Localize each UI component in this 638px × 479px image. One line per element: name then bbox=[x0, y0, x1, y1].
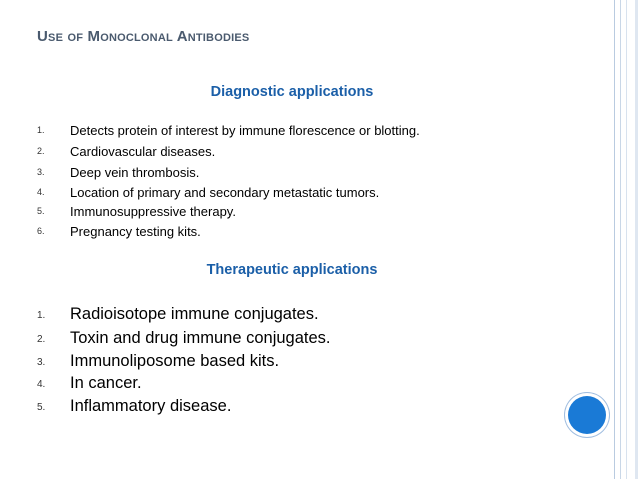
diagnostic-heading: Diagnostic applications bbox=[210, 84, 374, 100]
slide-title: Use of Monoclonal Antibodies bbox=[37, 28, 250, 45]
list-item-number: 4. bbox=[37, 379, 46, 390]
list-item-number: 3. bbox=[37, 167, 45, 177]
list-item-text: Detects protein of interest by immune florescence or blotting. bbox=[70, 123, 420, 138]
list-item-number: 1. bbox=[37, 310, 46, 321]
list-item-text: Location of primary and secondary metastatic tumors. bbox=[70, 185, 380, 200]
list-item-text: Deep vein thrombosis. bbox=[70, 165, 200, 180]
list-item-number: 6. bbox=[37, 226, 45, 236]
list-item-number: 2. bbox=[37, 334, 46, 345]
list-item-number: 1. bbox=[37, 125, 45, 135]
list-item-number: 3. bbox=[37, 357, 46, 368]
list-item-text: Cardiovascular diseases. bbox=[70, 144, 216, 159]
list-item-number: 5. bbox=[37, 402, 46, 413]
therapeutic-heading: Therapeutic applications bbox=[206, 262, 378, 278]
list-item-text: Inflammatory disease. bbox=[70, 397, 232, 415]
decorative-circle bbox=[568, 396, 606, 434]
list-item-number: 4. bbox=[37, 187, 45, 197]
list-item-text: Radioisotope immune conjugates. bbox=[70, 305, 319, 323]
list-item-number: 5. bbox=[37, 206, 45, 216]
list-item-number: 2. bbox=[37, 146, 45, 156]
list-item-text: Pregnancy testing kits. bbox=[70, 224, 201, 239]
list-item-text: Immunosuppressive therapy. bbox=[70, 204, 236, 219]
list-item-text: Immunoliposome based kits. bbox=[70, 352, 280, 370]
list-item-text: In cancer. bbox=[70, 374, 142, 392]
list-item-text: Toxin and drug immune conjugates. bbox=[70, 329, 331, 347]
